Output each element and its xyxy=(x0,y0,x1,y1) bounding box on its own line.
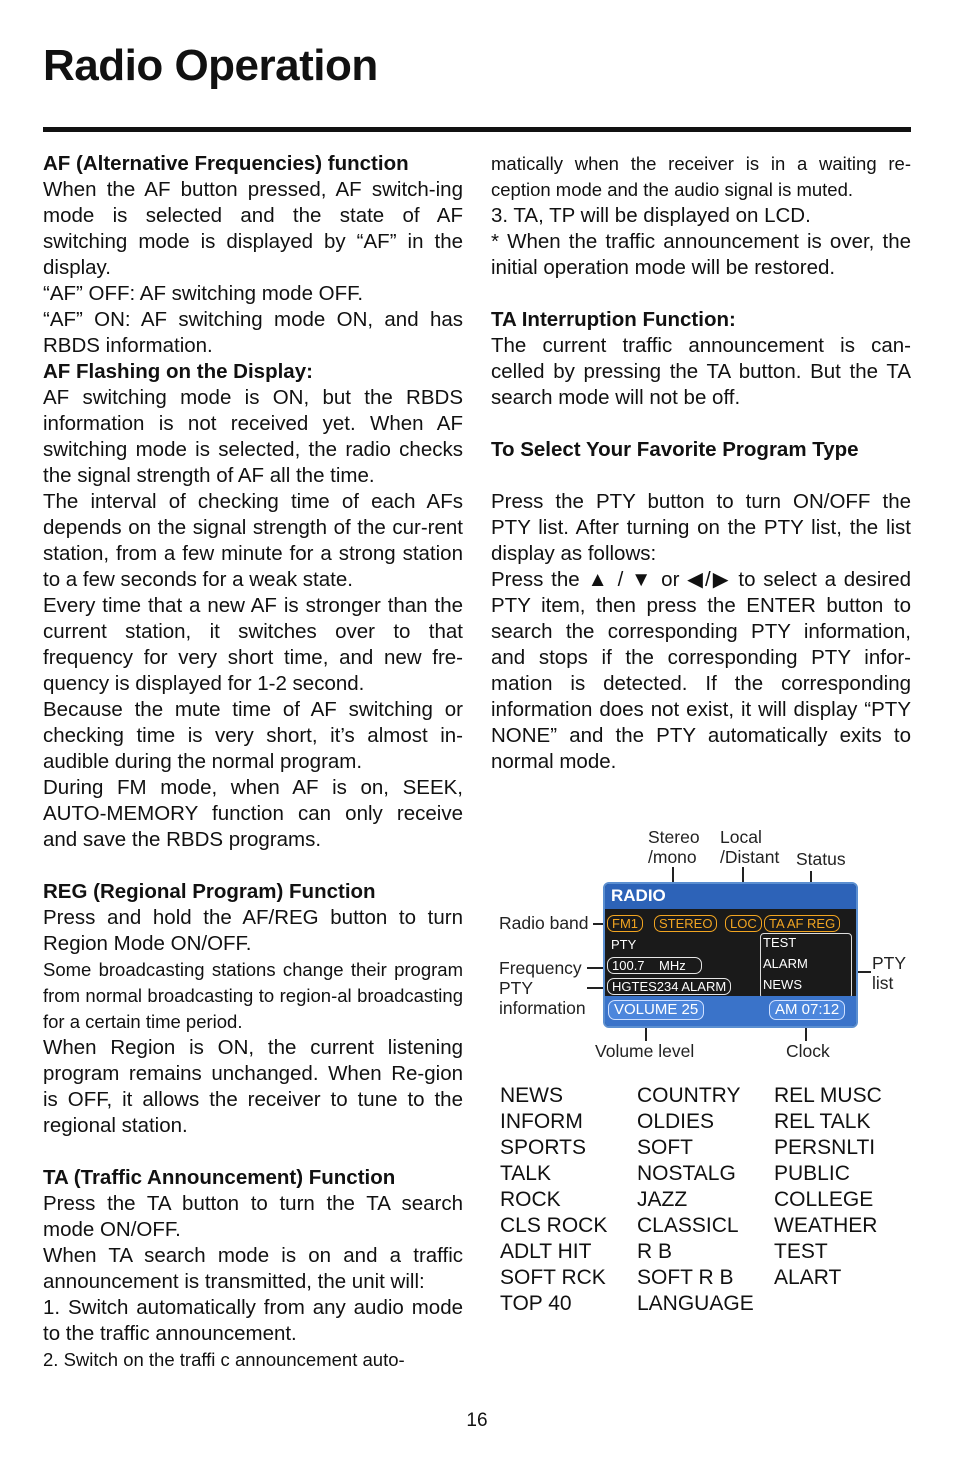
loc-indicator: LOC xyxy=(725,915,762,932)
screen-header xyxy=(605,884,856,909)
pty-type-item: NEWS xyxy=(500,1084,563,1107)
pty-type-item: TOP 40 xyxy=(500,1292,572,1315)
title-divider xyxy=(43,127,911,132)
frequency-display xyxy=(607,957,702,974)
pty-type-item: ALART xyxy=(774,1266,842,1289)
pty-type-item: ADLT HIT xyxy=(500,1240,592,1263)
section-heading: AF Flashing on the Display: xyxy=(43,360,313,383)
page-number: 16 xyxy=(466,1410,488,1431)
paragraph-gap xyxy=(491,463,911,489)
pty-type-item: COUNTRY xyxy=(637,1084,741,1107)
body-paragraph: AF switching mode is ON, but the RBDS information is not received yet. When AF switching mode is selected, the radio checks the signal strength of AF all the time. xyxy=(43,386,463,487)
body-paragraph: When Region is ON, the current listening program remains unchanged. When Re-gion is OFF, it allows the receiver to tune to the regional station. xyxy=(43,1036,463,1137)
body-paragraph: “AF” ON: AF switching mode ON, and has RBDS information. xyxy=(43,308,463,357)
pty-list-item: NEWS xyxy=(763,977,802,992)
status-label: Status xyxy=(796,849,846,869)
clock-leader-line xyxy=(805,1027,807,1041)
body-paragraph: 3. TA, TP will be displayed on LCD. xyxy=(491,204,811,227)
pty-type-item: TEST xyxy=(774,1240,828,1263)
status-indicator: TA AF REG xyxy=(764,915,840,932)
body-paragraph: Because the mute time of AF switching or checking time is very short, it’s almost in-audible during the normal program. xyxy=(43,698,463,773)
section-heading: TA Interruption Function: xyxy=(491,308,736,331)
body-paragraph: When the AF button pressed, AF switch-ing mode is selected and the state of AF switching mode is displayed by “AF” in the display. xyxy=(43,178,463,279)
section-heading: To Select Your Favorite Program Type xyxy=(491,438,859,461)
pty-type-item: LANGUAGE xyxy=(637,1292,754,1315)
frequency-value: 100.7 xyxy=(612,958,645,973)
paragraph-gap xyxy=(43,853,463,879)
body-paragraph: Press the TA button to turn the TA search mode ON/OFF. xyxy=(43,1192,463,1241)
right-column xyxy=(491,151,911,775)
radio-display-diagram xyxy=(495,825,915,1065)
pty-type-item: REL TALK xyxy=(774,1110,871,1133)
body-paragraph: Some broadcasting stations change their program from normal broadcasting to region-al broadcasting for a certain time period. xyxy=(43,959,463,1032)
body-paragraph: During FM mode, when AF is on, SEEK, AUTO-MEMORY function can only receive and save the RBDS programs. xyxy=(43,776,463,851)
pty-type-item: JAZZ xyxy=(637,1188,688,1211)
frequency-unit: MHz xyxy=(659,958,686,973)
body-paragraph: “AF” OFF: AF switching mode OFF. xyxy=(43,282,364,305)
pty-type-item: SOFT RCK xyxy=(500,1266,606,1289)
section-heading: REG (Regional Program) Function xyxy=(43,880,376,903)
pty-type-item: SOFT xyxy=(637,1136,693,1159)
paragraph-gap xyxy=(43,1139,463,1165)
clock-label: Clock xyxy=(786,1041,830,1061)
pty-type-item: REL MUSC xyxy=(774,1084,882,1107)
volume-level-label: Volume level xyxy=(595,1041,695,1061)
pty-type-item: CLS ROCK xyxy=(500,1214,608,1237)
page-title: Radio Operation xyxy=(43,41,378,90)
body-paragraph: 2. Switch on the traffi c announcement auto- xyxy=(43,1349,405,1370)
body-paragraph: 1. Switch automatically from any audio mode to the traffic announcement. xyxy=(43,1296,463,1345)
pty-type-item: TALK xyxy=(500,1162,551,1185)
pty-column-1 xyxy=(500,1083,630,1317)
pty-type-item: PERSNLTI xyxy=(774,1136,876,1159)
body-paragraph: The current traffic announcement is can-celled by pressing the TA button. But the TA search mode will not be off. xyxy=(491,334,911,409)
body-paragraph: The interval of checking time of each AFs depends on the signal strength of the cur-rent station, from a few minute for a strong station to a few seconds for a weak state. xyxy=(43,490,463,591)
pty-type-item: INFORM xyxy=(500,1110,583,1133)
pty-column-2 xyxy=(637,1083,767,1317)
pty-list-box xyxy=(760,933,852,999)
frequency-label: Frequency xyxy=(499,958,582,978)
band-indicator: FM1 xyxy=(607,915,643,932)
volume-display: VOLUME 25 xyxy=(608,1000,704,1020)
screen-header-title: RADIO xyxy=(611,886,666,905)
clock-display: AM 07:12 xyxy=(769,1000,845,1020)
pty-column-3 xyxy=(774,1083,904,1291)
pty-info-display: HGTES234 ALARM xyxy=(607,978,731,995)
pty-type-item: OLDIES xyxy=(637,1110,715,1133)
pty-type-item: SPORTS xyxy=(500,1136,586,1159)
body-paragraph: matically when the receiver is in a waiting re-ception mode and the audio signal is muted. xyxy=(491,153,911,200)
local-distant-label: Local /Distant xyxy=(720,827,780,867)
body-paragraph: Every time that a new AF is stronger than the current station, it switches over to that frequency for very short time, and new fre-quency is displayed for 1-2 second. xyxy=(43,594,463,695)
pty-type-item: CLASSICL xyxy=(637,1214,739,1237)
body-paragraph: * When the traffic announcement is over, the initial operation mode will be restored. xyxy=(491,230,911,279)
pty-list-label: PTY list xyxy=(872,953,907,993)
volume-leader-line xyxy=(645,1027,647,1041)
pty-type-item: COLLEGE xyxy=(774,1188,874,1211)
pty-information-label: PTY information xyxy=(499,978,586,1018)
pty-caption: PTY xyxy=(611,937,637,952)
pty-type-item: WEATHER xyxy=(774,1214,878,1237)
left-column xyxy=(43,151,463,1373)
stereo-mono-label: Stereo /mono xyxy=(648,827,700,867)
paragraph-gap xyxy=(491,281,911,307)
radio-lcd-screen xyxy=(603,882,858,1028)
paragraph-gap xyxy=(491,411,911,437)
pty-type-item: NOSTALG xyxy=(637,1162,736,1185)
pty-type-item: PUBLIC xyxy=(774,1162,850,1185)
section-heading: AF (Alternative Frequencies) function xyxy=(43,152,409,175)
radio-band-label: Radio band xyxy=(499,913,589,933)
pty-type-item: R B xyxy=(637,1240,673,1263)
pty-type-item: SOFT R B xyxy=(637,1266,734,1289)
pty-list-item: ALARM xyxy=(763,956,808,971)
stereo-indicator: STEREO xyxy=(654,915,717,932)
body-paragraph: Press the ▲ / ▼ or ◀/▶ to select a desired PTY item, then press the ENTER button to search the corresponding PTY information, and stops if the corresponding PTY infor-mation is detected. If the corresponding information does not exist, it will display “PTY NONE” and the PTY automatically exits to normal mode. xyxy=(491,568,911,773)
section-heading: TA (Traffic Announcement) Function xyxy=(43,1166,396,1189)
body-paragraph: Press and hold the AF/REG button to turn Region Mode ON/OFF. xyxy=(43,906,463,955)
pty-type-item: ROCK xyxy=(500,1188,561,1211)
body-paragraph: When TA search mode is on and a traffic announcement is transmitted, the unit will: xyxy=(43,1244,463,1293)
body-paragraph: Press the PTY button to turn ON/OFF the PTY list. After turning on the PTY list, the list display as follows: xyxy=(491,490,911,565)
screen-footer xyxy=(605,996,856,1026)
pty-list-item: TEST xyxy=(763,935,797,950)
